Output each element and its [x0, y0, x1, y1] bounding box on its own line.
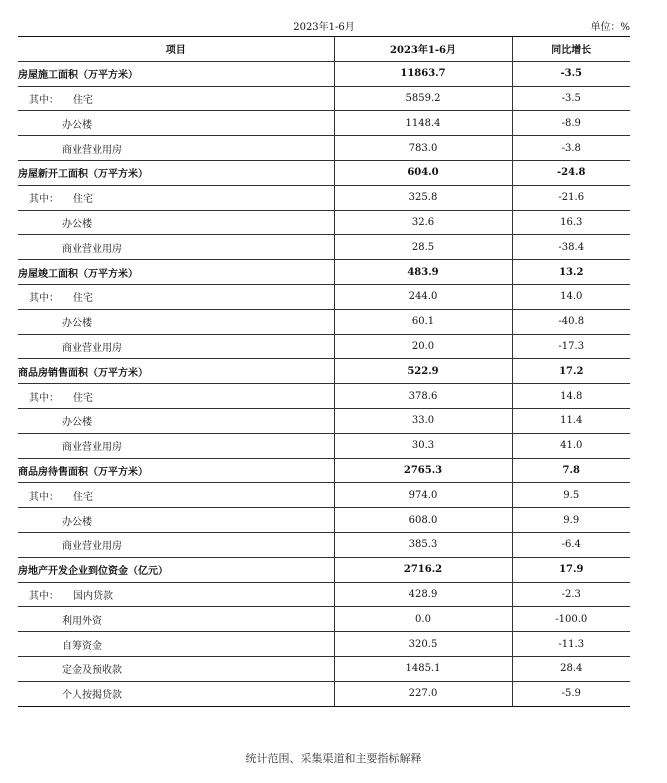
item-label: 住宅: [73, 392, 93, 404]
item-cell: [18, 86, 334, 111]
value-cell: 1148.4: [334, 111, 512, 136]
table-row: [18, 86, 630, 111]
table-body: [18, 61, 630, 706]
item-cell: [18, 160, 334, 185]
item-label: 利用外资: [62, 615, 102, 627]
item-label: 住宅: [73, 94, 93, 106]
value-cell: 2716.2: [334, 557, 512, 582]
growth-cell: 41.0: [512, 433, 630, 458]
growth-cell: -21.6: [512, 185, 630, 210]
item-prefix: 其中：: [29, 491, 59, 503]
item-label: 商业营业用房: [62, 541, 122, 553]
table-row: [18, 309, 630, 334]
table-row: [18, 136, 630, 161]
growth-cell: -100.0: [512, 607, 630, 632]
item-cell: [18, 681, 334, 706]
value-cell: 604.0: [334, 160, 512, 185]
table-row: [18, 160, 630, 185]
item-cell: [18, 656, 334, 681]
growth-cell: -6.4: [512, 532, 630, 557]
table-row: [18, 656, 630, 681]
column-header-item: 项目: [18, 37, 334, 62]
item-cell: [18, 408, 334, 433]
value-cell: 378.6: [334, 384, 512, 409]
item-cell: [18, 185, 334, 210]
table-row: [18, 582, 630, 607]
item-label: 商品房销售面积（万平方米）: [18, 367, 148, 379]
table-row: [18, 557, 630, 582]
growth-cell: 11.4: [512, 408, 630, 433]
item-cell: [18, 61, 334, 86]
growth-cell: 16.3: [512, 210, 630, 235]
item-prefix: 其中：: [29, 293, 59, 305]
value-cell: 325.8: [334, 185, 512, 210]
growth-cell: -11.3: [512, 632, 630, 657]
item-cell: [18, 309, 334, 334]
column-header-growth: 同比增长: [512, 37, 630, 62]
item-prefix: 其中：: [29, 392, 59, 404]
item-label: 办公楼: [62, 516, 92, 528]
table-row: [18, 334, 630, 359]
value-cell: 428.9: [334, 582, 512, 607]
table-row: [18, 384, 630, 409]
value-cell: 974.0: [334, 483, 512, 508]
growth-cell: -3.8: [512, 136, 630, 161]
growth-cell: -2.3: [512, 582, 630, 607]
table-row: [18, 483, 630, 508]
column-header-period: 2023年1-6月: [334, 37, 512, 62]
item-cell: [18, 111, 334, 136]
table-row: [18, 532, 630, 557]
item-cell: [18, 384, 334, 409]
item-label: 房屋施工面积（万平方米）: [18, 70, 138, 82]
table-row: [18, 607, 630, 632]
value-cell: 28.5: [334, 235, 512, 260]
item-label: 住宅: [73, 293, 93, 305]
value-cell: 5859.2: [334, 86, 512, 111]
item-label: 商业营业用房: [62, 442, 122, 454]
table-row: [18, 235, 630, 260]
methodology-link[interactable]: 统计范围、采集渠道和主要指标解释: [245, 752, 422, 765]
growth-cell: 14.0: [512, 284, 630, 309]
growth-cell: -24.8: [512, 160, 630, 185]
table-row: [18, 681, 630, 706]
item-prefix: 其中：: [29, 194, 59, 206]
value-cell: 2765.3: [334, 458, 512, 483]
item-cell: [18, 433, 334, 458]
item-label: 住宅: [73, 194, 93, 206]
table-row: [18, 508, 630, 533]
value-cell: 60.1: [334, 309, 512, 334]
item-label: 住宅: [73, 491, 93, 503]
item-cell: [18, 210, 334, 235]
value-cell: 0.0: [334, 607, 512, 632]
value-cell: 227.0: [334, 681, 512, 706]
growth-cell: -3.5: [512, 86, 630, 111]
growth-cell: 13.2: [512, 260, 630, 285]
value-cell: 1485.1: [334, 656, 512, 681]
item-cell: [18, 508, 334, 533]
value-cell: 11863.7: [334, 61, 512, 86]
value-cell: 483.9: [334, 260, 512, 285]
value-cell: 385.3: [334, 532, 512, 557]
item-label: 商业营业用房: [62, 342, 122, 354]
item-cell: [18, 359, 334, 384]
table-row: [18, 210, 630, 235]
table-row: [18, 359, 630, 384]
growth-cell: -3.5: [512, 61, 630, 86]
growth-cell: 9.5: [512, 483, 630, 508]
item-label: 商业营业用房: [62, 144, 122, 156]
item-cell: [18, 458, 334, 483]
value-cell: 783.0: [334, 136, 512, 161]
table-row: [18, 458, 630, 483]
item-cell: [18, 334, 334, 359]
statistics-table: [18, 36, 630, 707]
growth-cell: 14.8: [512, 384, 630, 409]
table-row: [18, 185, 630, 210]
item-label: 商品房待售面积（万平方米）: [18, 466, 148, 478]
growth-cell: 9.9: [512, 508, 630, 533]
value-cell: 33.0: [334, 408, 512, 433]
growth-cell: 7.8: [512, 458, 630, 483]
item-label: 商业营业用房: [62, 243, 122, 255]
growth-cell: 17.2: [512, 359, 630, 384]
item-label: 办公楼: [62, 318, 92, 330]
item-prefix: 其中：: [29, 590, 59, 602]
item-prefix: 其中：: [29, 94, 59, 106]
item-label: 国内贷款: [73, 590, 113, 602]
growth-cell: 17.9: [512, 557, 630, 582]
growth-cell: -38.4: [512, 235, 630, 260]
value-cell: 30.3: [334, 433, 512, 458]
value-cell: 320.5: [334, 632, 512, 657]
item-cell: [18, 632, 334, 657]
growth-cell: -5.9: [512, 681, 630, 706]
item-cell: [18, 582, 334, 607]
item-cell: [18, 607, 334, 632]
item-cell: [18, 284, 334, 309]
value-cell: 32.6: [334, 210, 512, 235]
item-label: 房屋竣工面积（万平方米）: [18, 268, 138, 280]
item-cell: [18, 260, 334, 285]
table-row: [18, 408, 630, 433]
value-cell: 244.0: [334, 284, 512, 309]
item-label: 房地产开发企业到位资金（亿元）: [18, 566, 168, 578]
unit-label: 单位：%: [590, 22, 630, 33]
item-label: 办公楼: [62, 119, 92, 131]
item-cell: [18, 483, 334, 508]
table-caption-bar: [18, 14, 630, 34]
item-cell: [18, 136, 334, 161]
item-label: 个人按揭贷款: [62, 690, 122, 702]
growth-cell: 28.4: [512, 656, 630, 681]
item-label: 办公楼: [62, 218, 92, 230]
table-row: [18, 61, 630, 86]
value-cell: 522.9: [334, 359, 512, 384]
table-row: [18, 433, 630, 458]
table-row: [18, 284, 630, 309]
growth-cell: -17.3: [512, 334, 630, 359]
item-label: 办公楼: [62, 417, 92, 429]
growth-cell: -40.8: [512, 309, 630, 334]
growth-cell: -8.9: [512, 111, 630, 136]
item-cell: [18, 532, 334, 557]
table-row: [18, 632, 630, 657]
table-row: [18, 260, 630, 285]
table-row: [18, 111, 630, 136]
item-label: 房屋新开工面积（万平方米）: [18, 169, 148, 181]
table-header-row: [18, 37, 630, 62]
value-cell: 608.0: [334, 508, 512, 533]
period-label: 2023年1-6月: [293, 22, 355, 33]
item-label: 定金及预收款: [62, 665, 122, 677]
item-cell: [18, 557, 334, 582]
value-cell: 20.0: [334, 334, 512, 359]
item-cell: [18, 235, 334, 260]
item-label: 自筹资金: [62, 640, 102, 652]
